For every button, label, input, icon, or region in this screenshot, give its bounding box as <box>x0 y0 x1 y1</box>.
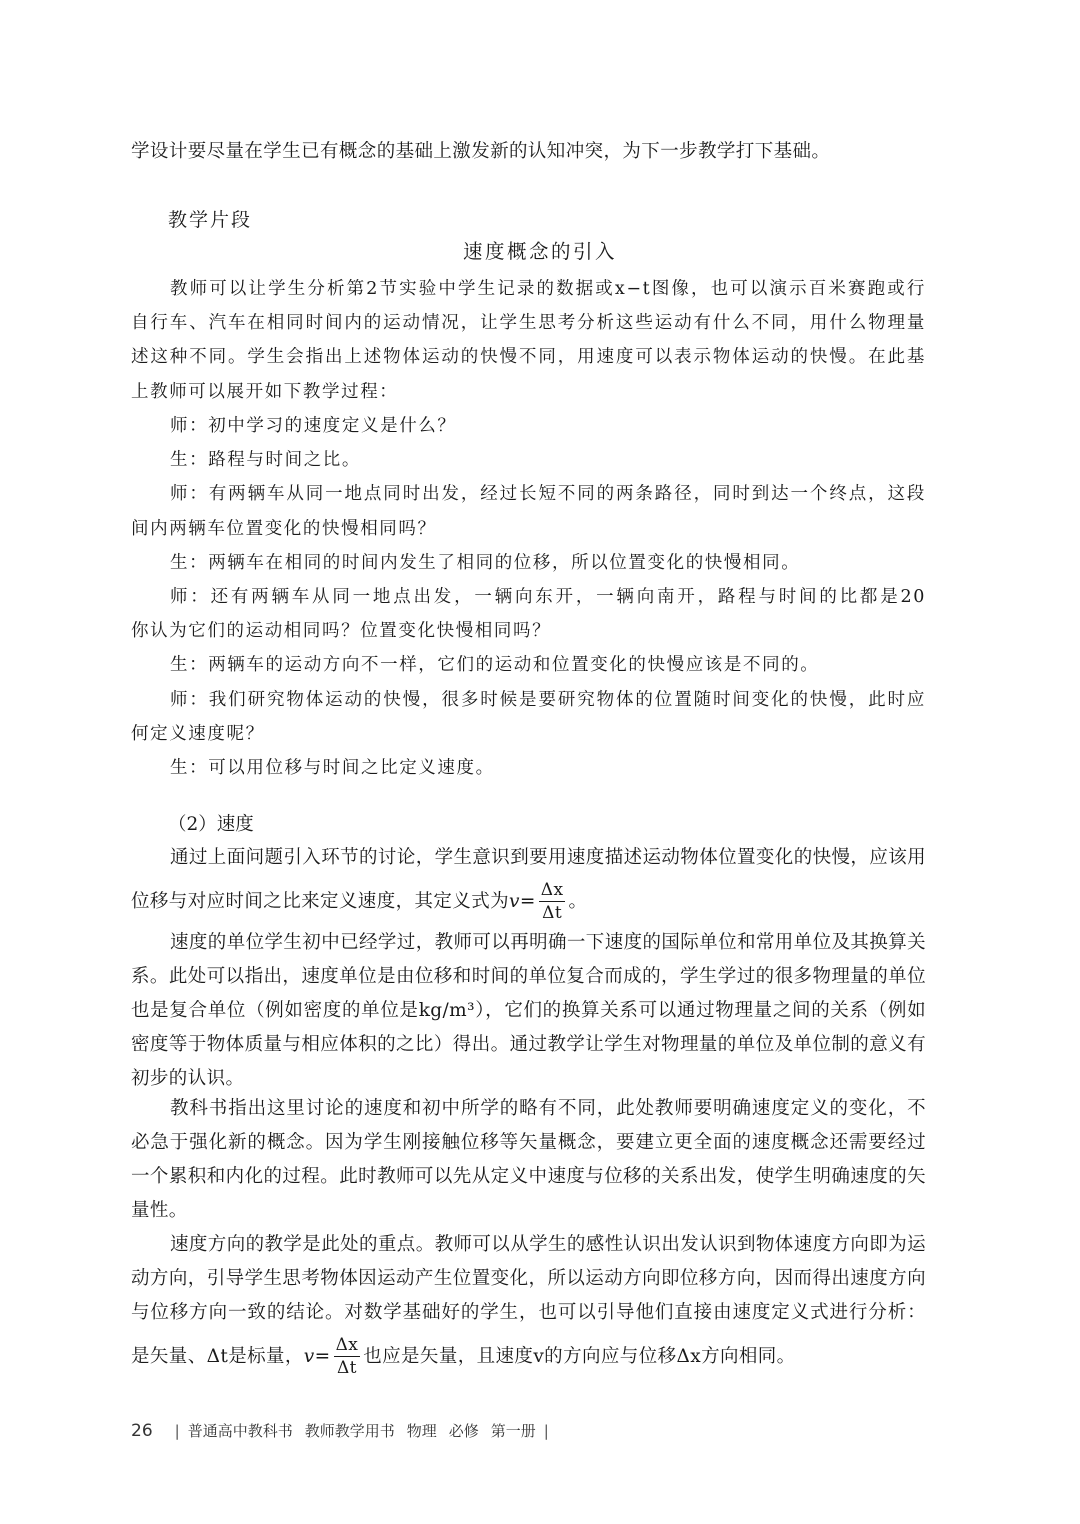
dialog-line: 何定义速度呢？ <box>131 723 265 744</box>
text-fragment: 位移与对应时间之比来定义速度，其定义式为 <box>131 891 510 912</box>
formula-line <box>131 1330 926 1384</box>
velocity-symbol: v <box>509 891 520 912</box>
dialog-line: 生：两辆车的运动方向不一样，它们的运动和位置变化的快慢应该是不同的。 <box>170 655 820 676</box>
text-line: 述这种不同。学生会指出上述物体运动的快慢不同，用速度可以表示物体运动的快慢。在此基 <box>131 347 926 368</box>
text-line: 一个累积和内化的过程。此时教师可以先从定义中速度与位移的关系出发，使学生明确速度的矢 <box>131 1166 926 1187</box>
page-number: 26 <box>131 1421 153 1441</box>
dialog-line: 生：可以用位移与时间之比定义速度。 <box>170 757 495 778</box>
dialog-line: 生：路程与时间之比。 <box>170 450 361 471</box>
footer-volume: 第一册 <box>490 1422 536 1440</box>
fraction-denominator: Δt <box>542 903 563 923</box>
vector-paragraph <box>131 1092 926 1228</box>
text-fragment: 也应是矢量，且速度v的方向应与位移Δx方向相同。 <box>363 1346 796 1367</box>
text-line: 通过上面问题引入环节的讨论，学生意识到要用速度描述运动物体位置变化的快慢，应该用 <box>170 847 926 868</box>
fraction-denominator: Δt <box>336 1358 357 1378</box>
text-line: 量性。 <box>131 1200 188 1221</box>
unit-paragraph <box>131 926 926 1096</box>
fraction <box>334 1337 361 1377</box>
text-line: 密度等于物体质量与相应体积的之比）得出。通过教学让学生对物理量的单位及单位制的意义有 <box>131 1034 926 1055</box>
dialog-line: 师：初中学习的速度定义是什么？ <box>170 416 457 436</box>
dialog-line: 间内两辆车位置变化的快慢相同吗？ <box>131 518 437 539</box>
text-fragment: 是矢量、Δt是标量， <box>131 1346 304 1367</box>
fraction <box>539 882 566 922</box>
fraction-numerator: Δx <box>540 880 564 900</box>
text-line: 速度方向的教学是此处的重点。教师可以从学生的感性认识出发认识到物体速度方向即为运 <box>170 1234 926 1255</box>
footer-divider: | <box>543 1422 549 1440</box>
equals-sign: = <box>314 1346 331 1367</box>
equals-sign: = <box>519 891 536 912</box>
dialog-section <box>131 409 926 785</box>
dialog-line: 师：我们研究物体运动的快慢，很多时候是要研究物体的位置随时间变化的快慢，此时应 <box>170 689 926 710</box>
page-footer <box>131 1418 557 1444</box>
fraction-numerator: Δx <box>335 1335 359 1355</box>
text-line: 自行车、汽车在相同时间内的运动情况，让学生思考分析这些运动有什么不同，用什么物理量 <box>131 313 926 334</box>
speed-definition-paragraph <box>131 841 926 929</box>
text-line: 上教师可以展开如下教学过程： <box>131 381 399 402</box>
formula-line <box>131 875 926 929</box>
velocity-symbol: v <box>303 1346 315 1367</box>
text-fragment: 。 <box>568 891 588 912</box>
dialog-line: 你认为它们的运动相同吗？位置变化快慢相同吗？ <box>131 621 552 642</box>
footer-guide: 教师教学用书 <box>304 1422 395 1440</box>
dialog-line: 师：还有两辆车从同一地点出发，一辆向东开，一辆向南开，路程与时间的比都是20 <box>170 586 926 607</box>
text-line: 与位移方向一致的结论。对数学基础好的学生，也可以引导他们直接由速度定义式进行分析： <box>131 1302 926 1323</box>
segment-title: 速度概念的引入 <box>462 240 617 263</box>
section-heading: （2）速度 <box>168 814 254 835</box>
direction-paragraph <box>131 1228 926 1384</box>
segment-label: 教学片段 <box>168 209 253 231</box>
dialog-line: 师：有两辆车从同一地点同时出发，经过长短不同的两条路径，同时到达一个终点，这段 <box>170 484 926 505</box>
segment-paragraph <box>131 272 926 409</box>
text-line: 教师可以让学生分析第2节实验中学生记录的数据或x−t图像，也可以演示百米赛跑或行 <box>170 279 926 299</box>
text-line: 速度的单位学生初中已经学过，教师可以再明确一下速度的国际单位和常用单位及其换算关 <box>170 932 926 953</box>
footer-type: 必修 <box>448 1422 479 1440</box>
text-line: 教科书指出这里讨论的速度和初中所学的略有不同，此处教师要明确速度定义的变化，不 <box>170 1098 926 1119</box>
text-line: 必急于强化新的概念。因为学生刚接触位移等矢量概念，要建立更全面的速度概念还需要经过 <box>131 1132 926 1153</box>
footer-subject: 物理 <box>406 1422 437 1440</box>
dialog-line: 生：两辆车在相同的时间内发生了相同的位移，所以位置变化的快慢相同。 <box>170 552 801 573</box>
text-line: 学设计要尽量在学生已有概念的基础上激发新的认知冲突，为下一步教学打下基础。 <box>131 141 831 162</box>
intro-paragraph <box>131 135 926 169</box>
text-line: 系。此处可以指出，速度单位是由位移和时间的单位复合而成的，学生学过的很多物理量的单位 <box>131 966 926 987</box>
text-line: 初步的认识。 <box>131 1068 245 1089</box>
text-line: 也是复合单位（例如密度的单位是kg/m³），它们的换算关系可以通过物理量之间的关系（例如 <box>131 1000 926 1021</box>
text-line: 动方向，引导学生思考物体因运动产生位置变化，所以运动方向即位移方向，因而得出速度方向 <box>131 1268 926 1289</box>
footer-book: 普通高中教科书 <box>187 1422 293 1440</box>
footer-divider: | <box>174 1422 180 1440</box>
